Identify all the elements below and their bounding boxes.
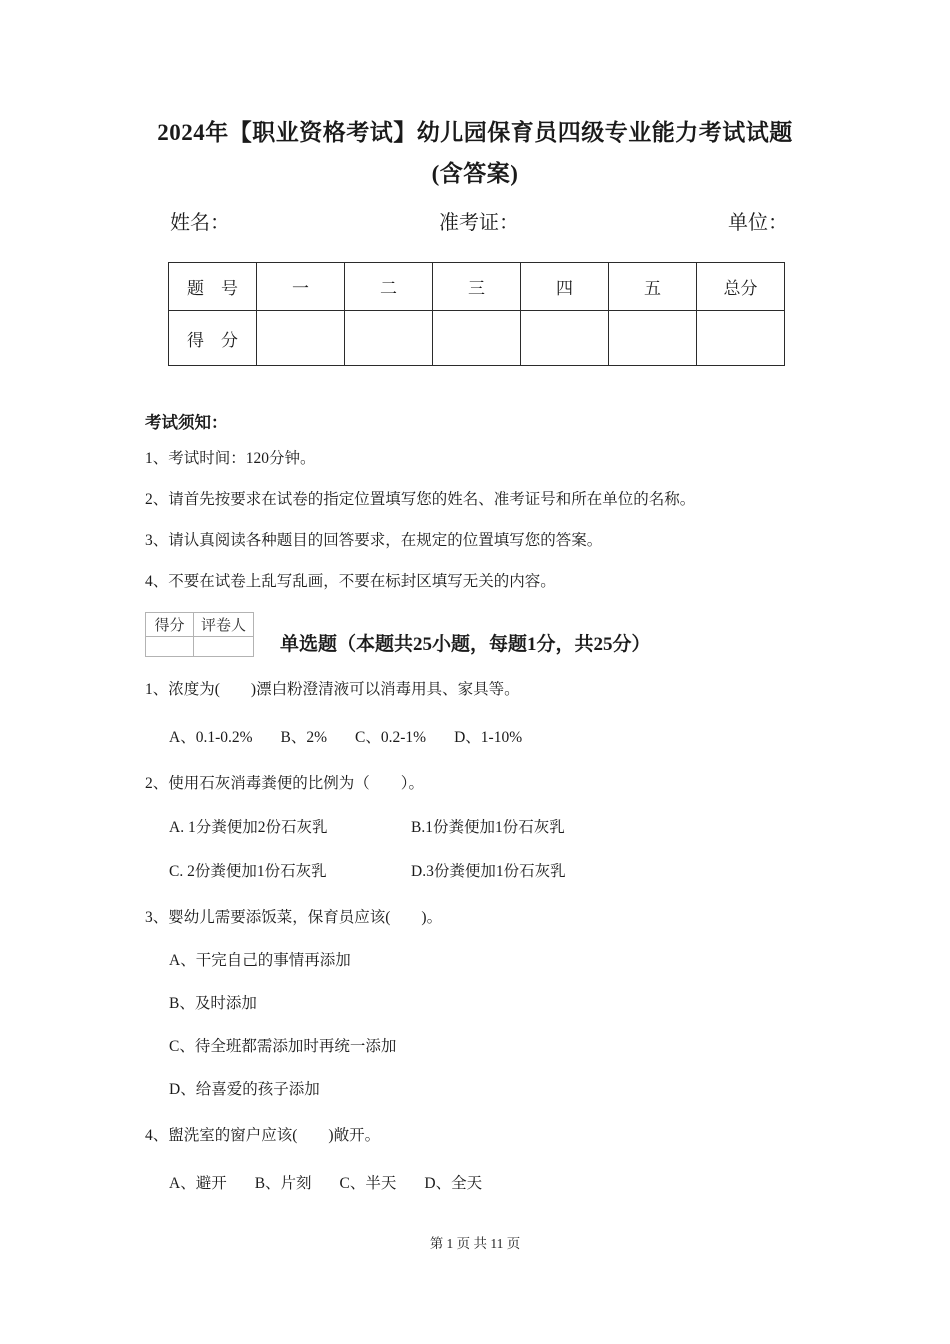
grader-table-header-row (146, 613, 254, 637)
question-3-stem: 3、婴幼儿需要添饭菜，保育员应该( )。 (145, 909, 443, 926)
score-cell-empty (345, 311, 433, 366)
grader-name-cell-empty (194, 637, 254, 657)
option-c: C、0.2-1% (355, 729, 427, 746)
question-2-stem: 2、使用石灰消毒粪便的比例为（ ）。 (145, 775, 425, 792)
question-1-options (169, 728, 835, 748)
option-b: B.1份粪便加1份石灰乳 (411, 819, 565, 836)
grader-strip-and-section (145, 612, 651, 657)
page-title: 2024年【职业资格考试】幼儿园保育员四级专业能力考试试题(含答案) (157, 120, 793, 186)
option-b: B、及时添加 (169, 995, 257, 1012)
option-d: D、1-10% (454, 729, 523, 746)
option-a: A、避开 (169, 1175, 227, 1192)
exam-notice-list (145, 449, 825, 591)
question-4-stem: 4、盥洗室的窗户应该( )敞开。 (145, 1127, 381, 1144)
grader-table-empty-row (146, 637, 254, 657)
option-d: D、全天 (424, 1175, 483, 1192)
score-cell-empty (257, 311, 345, 366)
notice-item: 1、考试时间：120分钟。 (145, 450, 316, 467)
score-table-score-row (169, 311, 785, 366)
option-b: B、片刻 (254, 1175, 312, 1192)
option-d: D.3份粪便加1份石灰乳 (411, 863, 566, 880)
score-cell-empty (697, 311, 785, 366)
question-2-options (169, 818, 835, 882)
score-summary-table (168, 262, 785, 366)
score-table-header-cell: 四 (521, 263, 609, 311)
score-table-header-cell: 五 (609, 263, 697, 311)
name-field-label: 姓名： (170, 212, 230, 234)
grader-score-cell-empty (146, 637, 194, 657)
score-cell-empty (433, 311, 521, 366)
grader-score-table (145, 612, 254, 657)
exam-notice-title: 考试须知： (145, 413, 228, 432)
score-table-header-cell: 二 (345, 263, 433, 311)
option-a: A、0.1-0.2% (169, 729, 253, 746)
question-list (145, 680, 835, 1194)
grader-score-label: 得分 (146, 613, 194, 637)
notice-item: 2、请首先按要求在试卷的指定位置填写您的姓名、准考证号和所在单位的名称。 (145, 491, 696, 508)
score-cell-empty (609, 311, 697, 366)
candidate-fields-row (170, 206, 788, 235)
ticket-field-label: 准考证： (439, 212, 519, 234)
section-title: 单选题（本题共25小题，每题1分，共25分） (280, 634, 651, 655)
option-b: B、2% (280, 729, 328, 746)
question-4-options (169, 1174, 835, 1194)
option-a: A、干完自己的事情再添加 (169, 952, 351, 969)
question-3-options (169, 951, 835, 1100)
score-cell-empty (521, 311, 609, 366)
score-table-header-row (169, 263, 785, 311)
option-c: C. 2份粪便加1份石灰乳 (169, 863, 327, 880)
option-c: C、半天 (339, 1175, 397, 1192)
page-number-footer: 第 1 页 共 11 页 (429, 1236, 521, 1251)
option-c: C、待全班都需添加时再统一添加 (169, 1038, 397, 1055)
notice-item: 3、请认真阅读各种题目的回答要求，在规定的位置填写您的答案。 (145, 532, 603, 549)
score-table-header-cell: 三 (433, 263, 521, 311)
unit-field-label: 单位： (728, 212, 788, 234)
score-row-label: 得 分 (169, 311, 257, 366)
notice-item: 4、不要在试卷上乱写乱画，不要在标封区填写无关的内容。 (145, 573, 556, 590)
option-d: D、给喜爱的孩子添加 (169, 1081, 320, 1098)
score-table-header-cell: 一 (257, 263, 345, 311)
score-table-header-cell: 总分 (697, 263, 785, 311)
option-a: A. 1分粪便加2份石灰乳 (169, 819, 328, 836)
score-table-header-cell: 题 号 (169, 263, 257, 311)
grader-name-label: 评卷人 (194, 613, 254, 637)
question-1-stem: 1、浓度为( )漂白粉澄清液可以消毒用具、家具等。 (145, 681, 520, 698)
